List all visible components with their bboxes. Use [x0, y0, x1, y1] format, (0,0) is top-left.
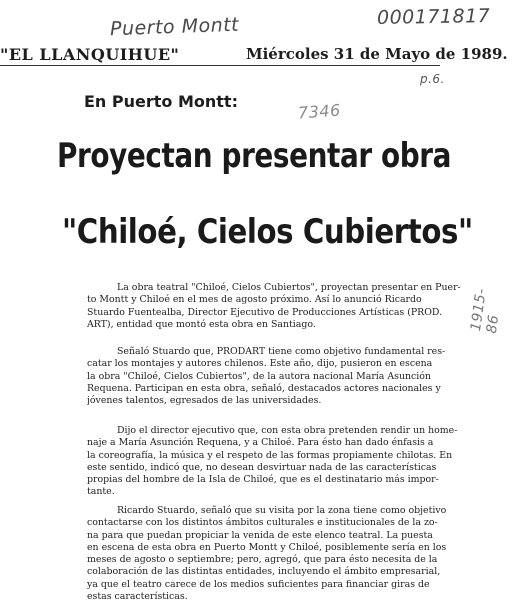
text-line: estas características. [87, 591, 188, 603]
text-line: la coreografía, la música y el respeto de las formas propiamente chilotas. En [87, 449, 453, 461]
text-line: La obra teatral "Chiloé, Cielos Cubiertos", proyectan presentar en Puer- [117, 282, 461, 293]
handwritten-place-note: Puerto Montt [109, 13, 240, 41]
text-line: to Montt y Chiloé en el mes de agosto próximo. Así lo anunció Ricardo [87, 294, 422, 306]
text-line: ya que el teatro carece de los medios suficientes para financiar giras de [87, 578, 430, 590]
text-line: Stuardo Fuentealba, Director Ejecutivo de Producciones Artísticas (PROD. [87, 306, 443, 318]
handwritten-page-note: p.6. [420, 72, 445, 86]
handwritten-number-note: 7346 [297, 100, 342, 123]
handwritten-archive-code: 000171817 [376, 5, 491, 29]
text-line: Ricardo Stuardo, señaló que su visita por la zona tiene como objetivo [117, 505, 447, 516]
newspaper-name: "EL LLANQUIHUE" [0, 45, 180, 64]
text-line: Señaló Stuardo que, PRODART tiene como objetivo fundamental res- [117, 346, 446, 357]
article-paragraph-3 [87, 425, 462, 499]
text-line: Dijo el director ejecutivo que, con esta obra pretenden rendir un home- [117, 425, 458, 436]
article-paragraph-2 [87, 346, 462, 407]
masthead [0, 45, 526, 67]
text-line: en escena de esta obra en Puerto Montt y Chiloé, posiblemente sería en los [87, 541, 447, 553]
text-line: meses de agosto o septiembre; pero, agregó, que para ésto necesita de la [87, 554, 438, 566]
article-paragraph-1 [87, 282, 462, 331]
publication-date: Miércoles 31 de Mayo de 1989. [246, 45, 508, 63]
text-line: ART), entidad que montó esta obra en Santiago. [87, 318, 316, 330]
masthead-rule [0, 65, 440, 66]
text-line: jóvenes talentos, egresados de las universidades. [87, 395, 322, 407]
text-line: na para que puedan propiciar la venida de este elenco teatral. La puesta [87, 529, 433, 541]
handwritten-year-note: 1915-86 [468, 287, 503, 335]
text-line: Requena. Participan en esta obra, señaló, destacados actores nacionales y [87, 382, 441, 394]
text-line: naje a María Asunción Requena, y a Chiloé. Para ésto han dado énfasis a [87, 437, 434, 449]
text-line: la obra "Chiloé, Cielos Cubiertos", de la autora nacional María Asunción [87, 370, 431, 382]
headline-line-1: Proyectan presentar obra [57, 136, 452, 176]
headline-line-2: "Chiloé, Cielos Cubiertos" [62, 212, 473, 252]
text-line: tante. [87, 486, 115, 498]
text-line: contactarse con los distintos ámbitos culturales e institucionales de la zo- [87, 517, 438, 529]
text-line: colaboración de las distintas entidades, incluyendo el ámbito empresarial, [87, 566, 441, 578]
text-line: propias del hombre de la Isla de Chiloé, que es el destinatario más impor- [87, 474, 439, 486]
text-line: este sentido, indicó que, no desean desvirtuar nada de las características [87, 461, 437, 473]
article-paragraph-4 [87, 505, 462, 603]
text-line: catar los montajes y autores chilenos. Este año, dijo, pusieron en escena [87, 358, 433, 370]
article-kicker: En Puerto Montt: [84, 92, 238, 111]
